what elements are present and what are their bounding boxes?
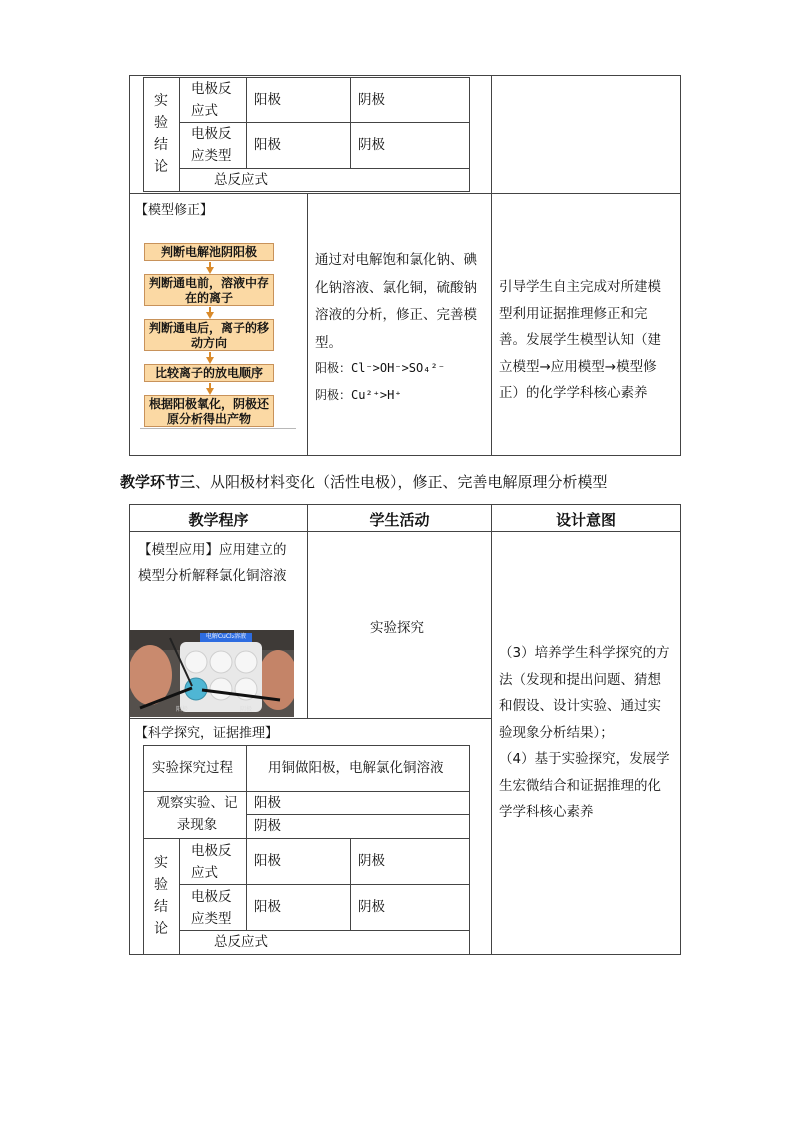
header-student-activity: 学生活动 bbox=[369, 511, 430, 529]
cathode-cell: 阴极 bbox=[358, 853, 385, 869]
electrolysis-plate-image bbox=[130, 630, 294, 717]
electrode-type-label: 电极反 应类型 bbox=[191, 889, 232, 927]
student-activity: 实验探究 bbox=[370, 620, 424, 636]
electrode-eq-label: 电极反 应式 bbox=[191, 843, 232, 881]
student-activity: 通过对电解饱和氯化钠、碘 化钠溶液、氯化铜，硫酸钠 溶液的分析，修正、完善模 型。 bbox=[315, 252, 477, 351]
electrode-eq-label: 电极反 应式 bbox=[191, 81, 232, 119]
total-eq-label: 总反应式 bbox=[214, 934, 268, 950]
conclusion-label: 实 验 结 论 bbox=[154, 93, 168, 175]
anode-discharge-order: 阳极：Cl⁻>OH⁻>SO₄²⁻ bbox=[315, 361, 445, 375]
conclusion-label: 实 验 结 论 bbox=[154, 855, 168, 937]
anode-cell: 阳极 bbox=[254, 137, 281, 153]
anode-cell: 阳极 bbox=[254, 899, 281, 915]
cathode-cell: 阴极 bbox=[358, 137, 385, 153]
experiment-photo bbox=[130, 630, 294, 717]
photo-label: 电解CuCl₂溶液 bbox=[205, 633, 247, 640]
flow-step: 根据阳极氧化，阴极还原分析得出产物 bbox=[144, 395, 274, 427]
cathode-cell: 阴极 bbox=[358, 92, 385, 108]
science-inquiry-title: 【科学探究，证据推理】 bbox=[135, 726, 279, 741]
observe-anode: 阳极 bbox=[254, 795, 281, 811]
model-application: 【模型应用】应用建立的 模型分析解释氯化铜溶液 bbox=[138, 542, 287, 584]
flow-step: 比较离子的放电顺序 bbox=[144, 364, 274, 382]
electrode-type-label: 电极反 应类型 bbox=[191, 126, 232, 164]
flow-step: 判断通电前，溶液中存在的离子 bbox=[144, 274, 274, 306]
design-intent: 引导学生自主完成对所建模 型利用证据推理修正和完 善。发展学生模型认知（建 立模型→应用模型→模型修 正）的化学学科核心素养 bbox=[499, 279, 661, 401]
cathode-discharge-order: 阴极：Cu²⁺>H⁺ bbox=[315, 388, 402, 402]
flow-step: 判断通电后，离子的移动方向 bbox=[144, 319, 274, 351]
photo-cathode-label: 阴极 bbox=[240, 706, 253, 713]
flow-step: 判断电解池阴阳极 bbox=[144, 243, 274, 261]
photo-anode-label: 阳极 bbox=[176, 706, 189, 713]
process-label: 实验探究过程 bbox=[152, 760, 233, 776]
header-teaching-procedure: 教学程序 bbox=[188, 511, 249, 529]
anode-cell: 阳极 bbox=[254, 853, 281, 869]
process-value: 用铜做阳极，电解氯化铜溶液 bbox=[268, 760, 444, 776]
section-heading: 教学环节三、从阳极材料变化（活性电极），修正、完善电解原理分析模型 bbox=[120, 473, 608, 491]
total-eq-label: 总反应式 bbox=[214, 172, 268, 188]
model-fix-title: 【模型修正】 bbox=[135, 203, 214, 218]
observe-label: 观察实验、记 录现象 bbox=[156, 795, 238, 833]
design-intent: （3）培养学生科学探究的方 法（发现和提出问题、猜想 和假设、设计实验、通过实 验现象分析结果）； （4）基于实验探究，发展学 生宏微结合和证据推理的化 学学科核心素养 bbox=[499, 645, 670, 820]
header-design-intent: 设计意图 bbox=[555, 511, 616, 529]
observe-cathode: 阴极 bbox=[254, 818, 281, 834]
anode-cell: 阳极 bbox=[254, 92, 281, 108]
cathode-cell: 阴极 bbox=[358, 899, 385, 915]
